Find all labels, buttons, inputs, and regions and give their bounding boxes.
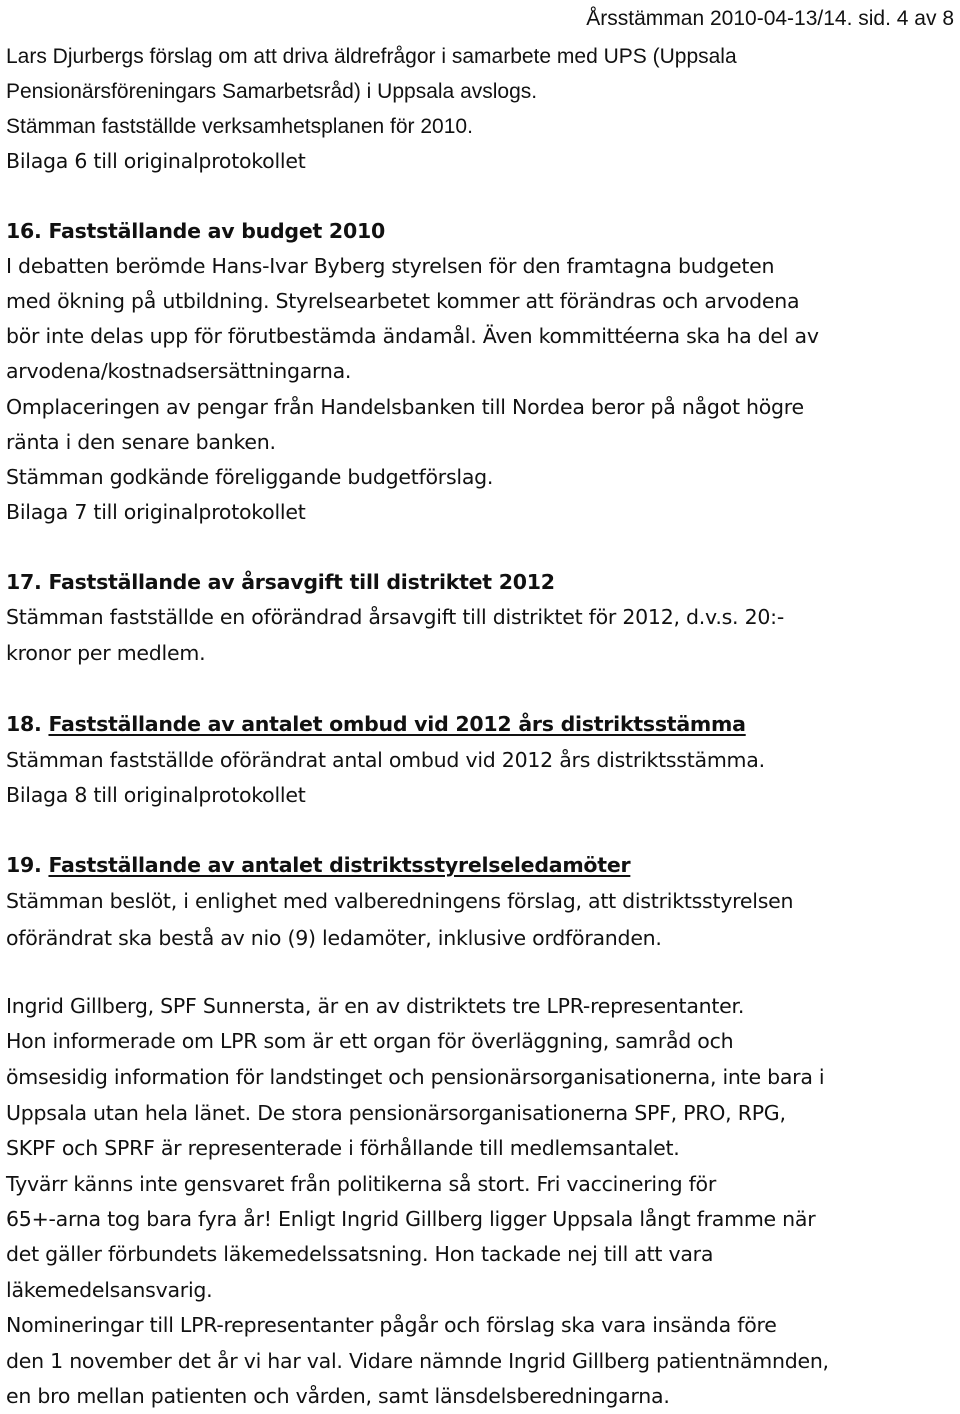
section-number: 19. (6, 853, 42, 877)
attachment-note: Bilaga 6 till originalprotokollet (6, 149, 306, 173)
section-number: 17. (6, 570, 42, 594)
section-16-line: I debatten berömde Hans-Ivar Byberg styrelsen för den framtagna budgeten (6, 254, 775, 278)
lpr-line: Hon informerade om LPR som är ett organ för överläggning, samråd och (6, 1029, 734, 1053)
section-title: Fastställande av antalet distriktsstyrelseledamöter (48, 853, 631, 877)
lpr-line: 65+-arna tog bara fyra år! Enligt Ingrid Gillberg ligger Uppsala långt framme när (6, 1207, 816, 1231)
lpr-line: ömsesidig information för landstinget och pensionärsorganisationerna, inte bara i (6, 1065, 825, 1089)
lpr-line: läkemedelsansvarig. (6, 1278, 213, 1302)
intro-line: Lars Djurbergs förslag om att driva äldrefrågor i samarbete med UPS (Uppsala (6, 45, 737, 68)
attachment-note: Bilaga 7 till originalprotokollet (6, 500, 306, 524)
section-title: Fastställande av antalet ombud vid 2012 års distriktsstämma (48, 712, 746, 736)
section-title: Fastställande av årsavgift till distriktet 2012 (48, 570, 555, 594)
lpr-line: SKPF och SPRF är representerade i förhållande till medlemsantalet. (6, 1136, 680, 1160)
intro-line: Pensionärsföreningars Samarbetsråd) i Uppsala avslogs. (6, 80, 538, 103)
intro-line: Stämman fastställde verksamhetsplanen för 2010. (6, 115, 473, 138)
page-header: Årsstämman 2010-04-13/14. sid. 4 av 8 (586, 7, 954, 30)
section-number: 18. (6, 712, 42, 736)
section-16-line: med ökning på utbildning. Styrelsearbetet kommer att förändras och arvodena (6, 289, 800, 313)
lpr-line: Uppsala utan hela länet. De stora pensionärsorganisationerna SPF, PRO, RPG, (6, 1101, 786, 1125)
section-19-line: oförändrat ska bestå av nio (9) ledamöter, inklusive ordföranden. (6, 926, 662, 950)
lpr-line: en bro mellan patienten och vården, samt länsdelsberedningarna. (6, 1384, 670, 1408)
lpr-line: Ingrid Gillberg, SPF Sunnersta, är en av distriktets tre LPR-representanter. (6, 994, 745, 1018)
section-17-line: kronor per medlem. (6, 641, 206, 665)
section-18-heading (6, 714, 746, 735)
section-16-line: Stämman godkände föreliggande budgetförslag. (6, 465, 494, 489)
section-18-line: Stämman fastställde oförändrat antal ombud vid 2012 års distriktsstämma. (6, 748, 765, 772)
section-number: 16. (6, 219, 42, 243)
lpr-line: Tyvärr känns inte gensvaret från politikerna så stort. Fri vaccinering för (6, 1172, 717, 1196)
section-16-line: bör inte delas upp för förutbestämda ändamål. Även kommittéerna ska ha del av (6, 324, 819, 348)
section-19-heading (6, 855, 630, 876)
lpr-line: det gäller förbundets läkemedelssatsning. Hon tackade nej till att vara (6, 1242, 714, 1266)
section-19-line: Stämman beslöt, i enlighet med valberedningens förslag, att distriktsstyrelsen (6, 889, 794, 913)
lpr-line: Nomineringar till LPR-representanter pågår och förslag ska vara insända före (6, 1313, 777, 1337)
section-title: Fastställande av budget 2010 (48, 219, 385, 243)
attachment-note: Bilaga 8 till originalprotokollet (6, 783, 306, 807)
section-17-line: Stämman fastställde en oförändrad årsavgift till distriktet för 2012, d.v.s. 20:- (6, 605, 784, 629)
lpr-line: den 1 november det år vi har val. Vidare nämnde Ingrid Gillberg patientnämnden, (6, 1349, 829, 1373)
section-16-line: arvodena/kostnadsersättningarna. (6, 359, 352, 383)
section-16-heading (6, 221, 385, 242)
section-16-line: Omplaceringen av pengar från Handelsbanken till Nordea beror på något högre (6, 395, 804, 419)
section-17-heading (6, 572, 555, 593)
section-16-line: ränta i den senare banken. (6, 430, 276, 454)
